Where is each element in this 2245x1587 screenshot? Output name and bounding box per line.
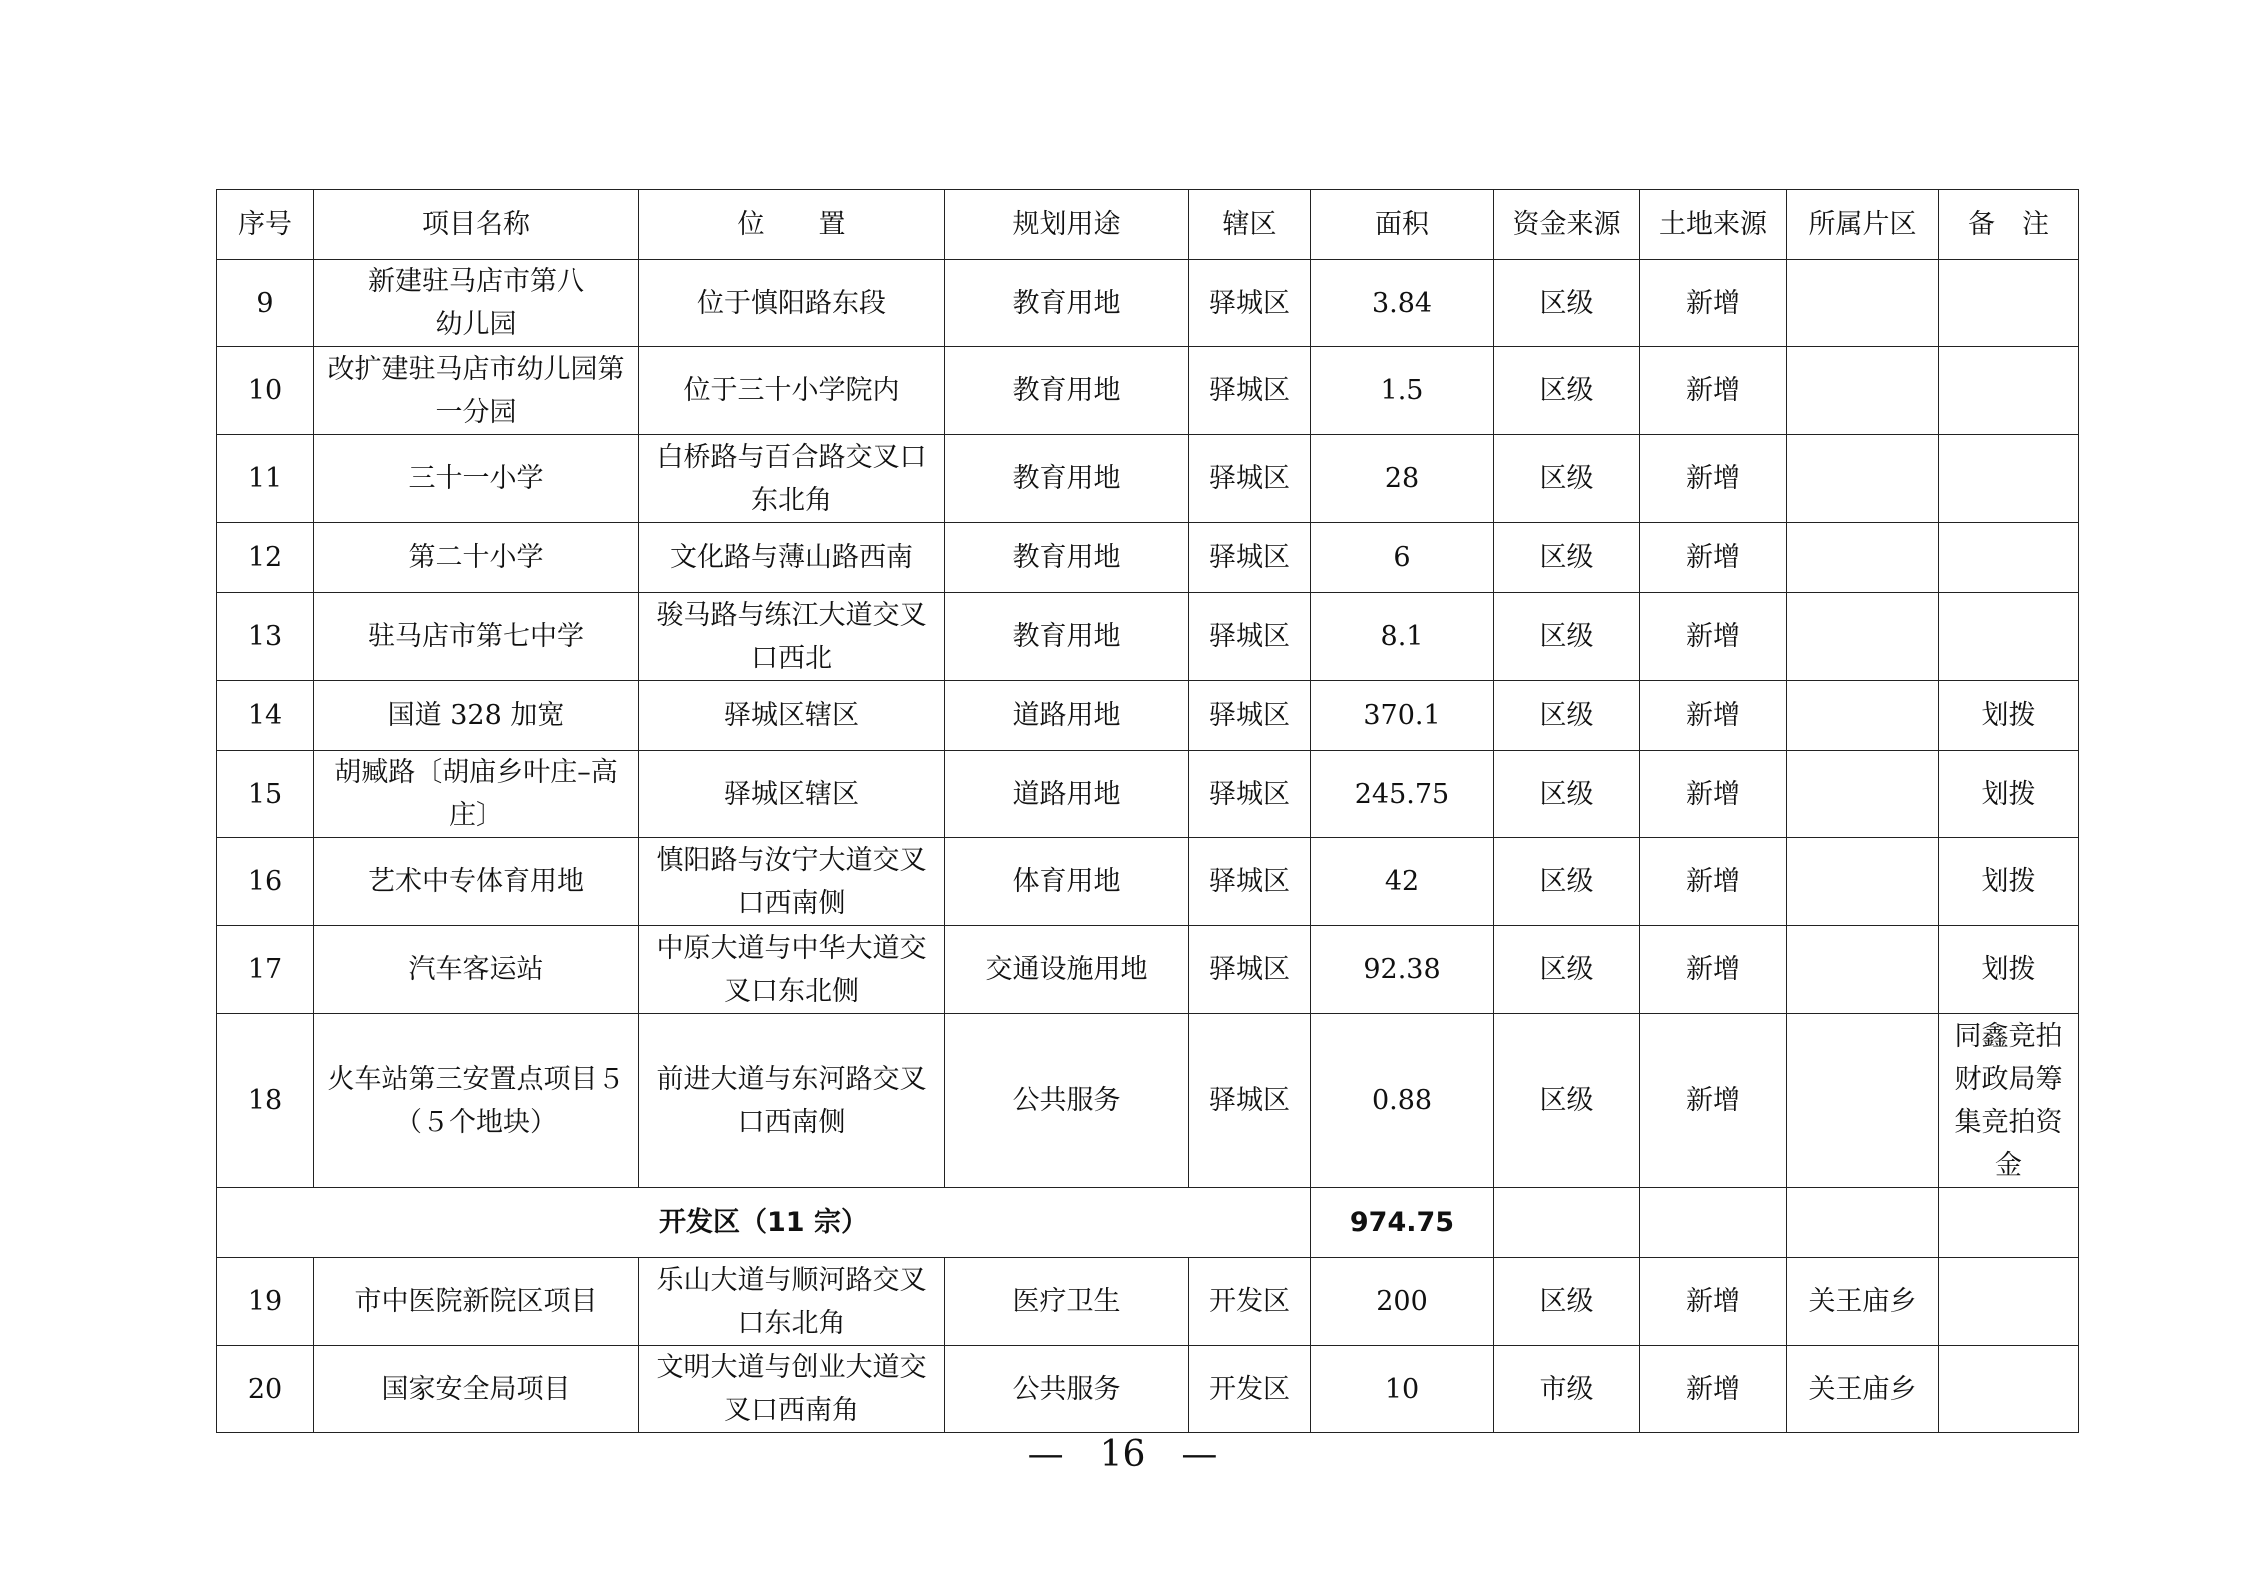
row-fund: 区级 (1494, 1258, 1640, 1346)
row-note (1939, 435, 2079, 523)
row-land: 新增 (1640, 1346, 1787, 1433)
page-number: — 16 — (1027, 1434, 1218, 1475)
row-district: 驿城区 (1189, 681, 1311, 751)
row-area: 1.5 (1311, 347, 1494, 435)
row-use: 教育用地 (945, 523, 1189, 593)
row-name: 市中医院新院区项目 (314, 1258, 639, 1346)
row-zone (1787, 347, 1939, 435)
row-note (1939, 347, 2079, 435)
row-fund: 区级 (1494, 681, 1640, 751)
row-zone (1787, 523, 1939, 593)
row-fund: 市级 (1494, 1346, 1640, 1433)
table-row (217, 1014, 2079, 1188)
row-note (1939, 1258, 2079, 1346)
row-fund: 区级 (1494, 1014, 1640, 1188)
row-no: 10 (217, 347, 314, 435)
row-note: 划拨 (1939, 838, 2079, 926)
row-area: 42 (1311, 838, 1494, 926)
row-location: 慎阳路与汝宁大道交叉 口西南侧 (639, 838, 945, 926)
row-area: 0.88 (1311, 1014, 1494, 1188)
row-zone (1787, 1014, 1939, 1188)
row-area: 92.38 (1311, 926, 1494, 1014)
row-zone (1787, 838, 1939, 926)
row-location: 乐山大道与顺河路交叉 口东北角 (639, 1258, 945, 1346)
row-land: 新增 (1640, 838, 1787, 926)
table-row (217, 751, 2079, 838)
row-use: 教育用地 (945, 347, 1189, 435)
header-note: 备 注 (1939, 190, 2079, 260)
table-row (217, 681, 2079, 751)
table-row (217, 347, 2079, 435)
row-land: 新增 (1640, 347, 1787, 435)
row-zone (1787, 435, 1939, 523)
row-fund: 区级 (1494, 926, 1640, 1014)
row-no: 16 (217, 838, 314, 926)
row-location: 驿城区辖区 (639, 681, 945, 751)
row-district: 驿城区 (1189, 751, 1311, 838)
row-no: 15 (217, 751, 314, 838)
row-district: 驿城区 (1189, 838, 1311, 926)
row-no: 19 (217, 1258, 314, 1346)
row-land: 新增 (1640, 751, 1787, 838)
row-location: 骏马路与练江大道交叉 口西北 (639, 593, 945, 681)
row-note: 划拨 (1939, 681, 2079, 751)
table-row (217, 1258, 2079, 1346)
land-supply-table (216, 189, 2079, 1433)
section-empty-cell (1640, 1188, 1787, 1258)
header-no: 序号 (217, 190, 314, 260)
row-name: 胡臧路〔胡庙乡叶庄–高庄〕 (314, 751, 639, 838)
row-district: 驿城区 (1189, 347, 1311, 435)
row-use: 公共服务 (945, 1346, 1189, 1433)
row-note: 划拨 (1939, 751, 2079, 838)
row-district: 开发区 (1189, 1258, 1311, 1346)
row-area: 10 (1311, 1346, 1494, 1433)
row-location: 位于三十小学院内 (639, 347, 945, 435)
table-row (217, 435, 2079, 523)
row-area: 8.1 (1311, 593, 1494, 681)
header-name: 项目名称 (314, 190, 639, 260)
header-use: 规划用途 (945, 190, 1189, 260)
section-empty-cell (1494, 1188, 1640, 1258)
row-use: 教育用地 (945, 593, 1189, 681)
row-no: 11 (217, 435, 314, 523)
row-land: 新增 (1640, 681, 1787, 751)
row-district: 驿城区 (1189, 260, 1311, 347)
section-row (217, 1188, 2079, 1258)
header-land: 土地来源 (1640, 190, 1787, 260)
header-location: 位 置 (639, 190, 945, 260)
row-fund: 区级 (1494, 435, 1640, 523)
row-no: 12 (217, 523, 314, 593)
row-no: 18 (217, 1014, 314, 1188)
row-zone (1787, 751, 1939, 838)
row-name: 火车站第三安置点项目５ （５个地块） (314, 1014, 639, 1188)
row-location: 中原大道与中华大道交 叉口东北侧 (639, 926, 945, 1014)
row-note: 划拨 (1939, 926, 2079, 1014)
row-area: 6 (1311, 523, 1494, 593)
row-zone (1787, 593, 1939, 681)
row-district: 驿城区 (1189, 435, 1311, 523)
row-district: 驿城区 (1189, 593, 1311, 681)
table-body (217, 260, 2079, 1433)
row-area: 28 (1311, 435, 1494, 523)
row-use: 医疗卫生 (945, 1258, 1189, 1346)
row-name: 新建驻马店市第八 幼儿园 (314, 260, 639, 347)
row-land: 新增 (1640, 1258, 1787, 1346)
row-fund: 区级 (1494, 593, 1640, 681)
row-name: 国道 328 加宽 (314, 681, 639, 751)
row-zone: 关王庙乡 (1787, 1258, 1939, 1346)
header-row (217, 190, 2079, 260)
row-area: 370.1 (1311, 681, 1494, 751)
row-use: 道路用地 (945, 751, 1189, 838)
row-district: 开发区 (1189, 1346, 1311, 1433)
row-zone (1787, 926, 1939, 1014)
row-location: 文明大道与创业大道交 叉口西南角 (639, 1346, 945, 1433)
header-zone: 所属片区 (1787, 190, 1939, 260)
row-district: 驿城区 (1189, 523, 1311, 593)
row-use: 交通设施用地 (945, 926, 1189, 1014)
row-fund: 区级 (1494, 523, 1640, 593)
row-land: 新增 (1640, 435, 1787, 523)
table-row (217, 260, 2079, 347)
row-zone: 关王庙乡 (1787, 1346, 1939, 1433)
section-empty-cell (1939, 1188, 2079, 1258)
table-row (217, 593, 2079, 681)
row-note (1939, 1346, 2079, 1433)
row-use: 教育用地 (945, 435, 1189, 523)
row-use: 公共服务 (945, 1014, 1189, 1188)
row-no: 17 (217, 926, 314, 1014)
row-location: 驿城区辖区 (639, 751, 945, 838)
row-zone (1787, 260, 1939, 347)
row-area: 200 (1311, 1258, 1494, 1346)
table-row (217, 523, 2079, 593)
row-location: 前进大道与东河路交叉 口西南侧 (639, 1014, 945, 1188)
header-fund: 资金来源 (1494, 190, 1640, 260)
row-land: 新增 (1640, 260, 1787, 347)
row-no: 20 (217, 1346, 314, 1433)
row-land: 新增 (1640, 593, 1787, 681)
row-location: 文化路与薄山路西南 (639, 523, 945, 593)
header-district: 辖区 (1189, 190, 1311, 260)
row-fund: 区级 (1494, 751, 1640, 838)
row-area: 3.84 (1311, 260, 1494, 347)
row-district: 驿城区 (1189, 1014, 1311, 1188)
section-empty-cell (1787, 1188, 1939, 1258)
row-use: 教育用地 (945, 260, 1189, 347)
header-area: 面积 (1311, 190, 1494, 260)
section-total: 974.75 (1311, 1188, 1494, 1258)
row-location: 白桥路与百合路交叉口 东北角 (639, 435, 945, 523)
row-note: 同鑫竞拍 财政局筹 集竞拍资 金 (1939, 1014, 2079, 1188)
row-land: 新增 (1640, 926, 1787, 1014)
row-name: 驻马店市第七中学 (314, 593, 639, 681)
row-no: 9 (217, 260, 314, 347)
row-name: 汽车客运站 (314, 926, 639, 1014)
row-name: 三十一小学 (314, 435, 639, 523)
row-area: 245.75 (1311, 751, 1494, 838)
row-name: 第二十小学 (314, 523, 639, 593)
row-fund: 区级 (1494, 260, 1640, 347)
row-use: 体育用地 (945, 838, 1189, 926)
row-land: 新增 (1640, 523, 1787, 593)
table-row (217, 1346, 2079, 1433)
row-fund: 区级 (1494, 347, 1640, 435)
table-row (217, 838, 2079, 926)
row-location: 位于慎阳路东段 (639, 260, 945, 347)
row-name: 改扩建驻马店市幼儿园第 一分园 (314, 347, 639, 435)
section-label: 开发区（11 宗） (217, 1188, 1311, 1258)
row-note (1939, 523, 2079, 593)
row-no: 14 (217, 681, 314, 751)
table-row (217, 926, 2079, 1014)
row-district: 驿城区 (1189, 926, 1311, 1014)
row-no: 13 (217, 593, 314, 681)
row-zone (1787, 681, 1939, 751)
row-name: 艺术中专体育用地 (314, 838, 639, 926)
row-land: 新增 (1640, 1014, 1787, 1188)
land-supply-table-container (216, 189, 2078, 1433)
row-note (1939, 593, 2079, 681)
row-name: 国家安全局项目 (314, 1346, 639, 1433)
row-fund: 区级 (1494, 838, 1640, 926)
row-use: 道路用地 (945, 681, 1189, 751)
row-note (1939, 260, 2079, 347)
